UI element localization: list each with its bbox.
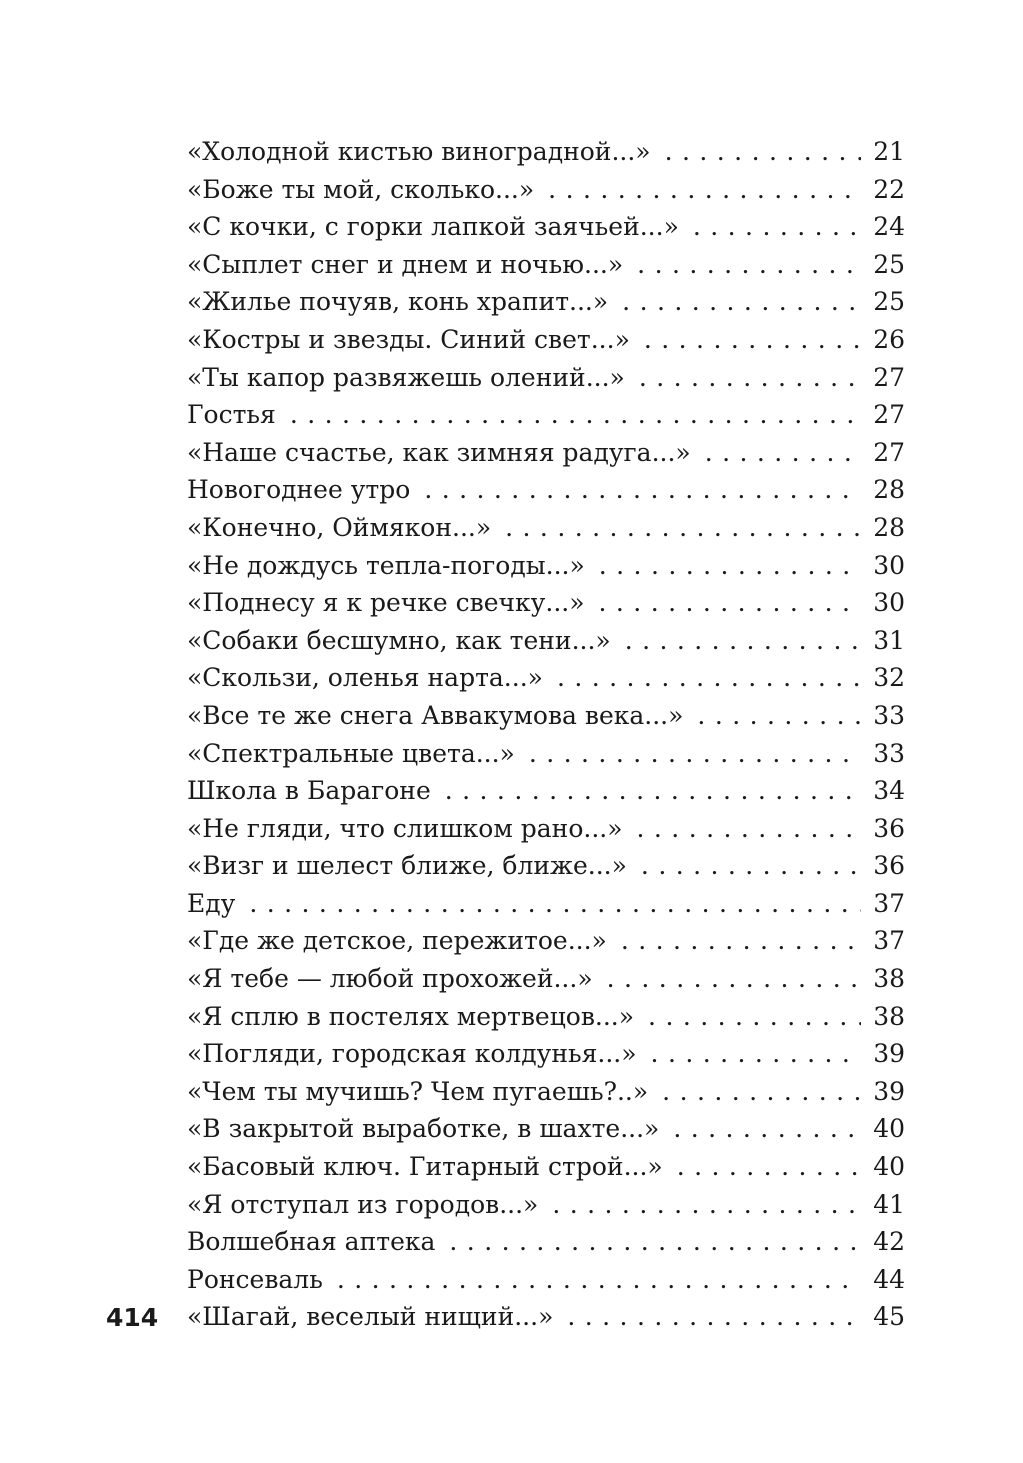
dot-leader bbox=[449, 1223, 861, 1261]
dot-leader bbox=[529, 735, 861, 773]
toc-entry bbox=[187, 471, 905, 509]
entry-page-number: 30 bbox=[873, 588, 905, 618]
entry-page-number: 34 bbox=[873, 776, 905, 806]
toc-entry bbox=[187, 208, 905, 246]
entry-page-number: 32 bbox=[873, 663, 905, 693]
toc-entry bbox=[187, 659, 905, 697]
entry-title: «Где же детское, пережитое...» bbox=[187, 926, 607, 956]
entry-title: «Ты капор развяжешь олений...» bbox=[187, 362, 625, 392]
toc-entry bbox=[187, 735, 905, 773]
dot-leader bbox=[557, 659, 861, 697]
table-of-contents bbox=[187, 133, 905, 1336]
entry-title: «Шагай, веселый нищий...» bbox=[187, 1302, 554, 1332]
entry-page-number: 27 bbox=[873, 437, 905, 467]
entry-page-number: 28 bbox=[873, 512, 905, 542]
entry-title: Волшебная аптека bbox=[187, 1227, 436, 1257]
entry-page-number: 37 bbox=[873, 888, 905, 918]
dot-leader bbox=[621, 922, 861, 960]
dot-leader bbox=[693, 208, 861, 246]
entry-page-number: 28 bbox=[873, 475, 905, 505]
toc-entry bbox=[187, 960, 905, 998]
entry-title: «Сыплет снег и днем и ночью...» bbox=[187, 249, 624, 279]
dot-leader bbox=[552, 1186, 861, 1224]
toc-entry bbox=[187, 847, 905, 885]
dot-leader bbox=[599, 547, 861, 585]
entry-title: Новогоднее утро bbox=[187, 475, 411, 505]
entry-page-number: 41 bbox=[873, 1189, 905, 1219]
entry-page-number: 22 bbox=[873, 174, 905, 204]
entry-page-number: 44 bbox=[873, 1264, 905, 1294]
toc-entry bbox=[187, 321, 905, 359]
entry-page-number: 21 bbox=[873, 137, 905, 166]
entry-title: «Все те же снега Аввакумова века...» bbox=[187, 700, 684, 730]
entry-title: «Спектральные цвета...» bbox=[187, 738, 515, 768]
dot-leader bbox=[337, 1261, 861, 1299]
entry-page-number: 39 bbox=[873, 1039, 905, 1069]
entry-title: «Не дождусь тепла-погоды...» bbox=[187, 550, 585, 580]
entry-page-number: 27 bbox=[873, 400, 905, 430]
dot-leader bbox=[290, 396, 861, 434]
dot-leader bbox=[665, 133, 862, 171]
toc-entry bbox=[187, 1261, 905, 1299]
entry-title: Ронсеваль bbox=[187, 1264, 323, 1294]
entry-title: «Конечно, Оймякон...» bbox=[187, 512, 492, 542]
dot-leader bbox=[673, 1110, 861, 1148]
dot-leader bbox=[677, 1148, 861, 1186]
entry-title: «Визг и шелест ближе, ближе...» bbox=[187, 851, 627, 881]
entry-page-number: 39 bbox=[873, 1076, 905, 1106]
toc-entry bbox=[187, 1223, 905, 1261]
entry-title: «Погляди, городская колдунья...» bbox=[187, 1039, 637, 1069]
toc-entry bbox=[187, 1073, 905, 1111]
toc-entry bbox=[187, 1298, 905, 1336]
toc-entry bbox=[187, 509, 905, 547]
entry-title: «Жилье почуяв, конь храпит...» bbox=[187, 287, 609, 317]
dot-leader bbox=[697, 697, 861, 735]
toc-entry bbox=[187, 283, 905, 321]
entry-page-number: 40 bbox=[873, 1152, 905, 1182]
entry-title: «Басовый ключ. Гитарный строй...» bbox=[187, 1152, 663, 1182]
dot-leader bbox=[548, 171, 861, 209]
toc-entry bbox=[187, 584, 905, 622]
entry-page-number: 24 bbox=[873, 212, 905, 242]
toc-entry bbox=[187, 1110, 905, 1148]
entry-page-number: 36 bbox=[873, 851, 905, 881]
dot-leader bbox=[445, 772, 861, 810]
dot-leader bbox=[639, 359, 861, 397]
entry-page-number: 42 bbox=[873, 1227, 905, 1257]
entry-page-number: 25 bbox=[873, 249, 905, 279]
toc-entry bbox=[187, 622, 905, 660]
dot-leader bbox=[505, 509, 861, 547]
toc-entry bbox=[187, 885, 905, 923]
toc-entry bbox=[187, 1035, 905, 1073]
entry-page-number: 27 bbox=[873, 362, 905, 392]
toc-entry bbox=[187, 547, 905, 585]
entry-page-number: 33 bbox=[873, 700, 905, 730]
entry-page-number: 30 bbox=[873, 550, 905, 580]
dot-leader bbox=[622, 283, 861, 321]
toc-entry bbox=[187, 396, 905, 434]
entry-title: «Холодной кистью виноградной...» bbox=[187, 137, 651, 166]
entry-page-number: 33 bbox=[873, 738, 905, 768]
entry-page-number: 38 bbox=[873, 964, 905, 994]
dot-leader bbox=[648, 998, 861, 1036]
entry-page-number: 31 bbox=[873, 625, 905, 655]
entry-page-number: 25 bbox=[873, 287, 905, 317]
entry-title: «Наше счастье, как зимняя радуга...» bbox=[187, 437, 691, 467]
dot-leader bbox=[637, 246, 861, 284]
entry-title: Еду bbox=[187, 888, 236, 918]
dot-leader bbox=[641, 847, 861, 885]
toc-entry bbox=[187, 1148, 905, 1186]
toc-entry bbox=[187, 434, 905, 472]
entry-page-number: 26 bbox=[873, 324, 905, 354]
entry-title: «В закрытой выработке, в шахте...» bbox=[187, 1114, 660, 1144]
entry-page-number: 40 bbox=[873, 1114, 905, 1144]
entry-title: «Я сплю в постелях мертвецов...» bbox=[187, 1001, 635, 1031]
dot-leader bbox=[249, 885, 861, 923]
toc-entry bbox=[187, 246, 905, 284]
entry-title: «Не гляди, что слишком рано...» bbox=[187, 813, 623, 843]
dot-leader bbox=[662, 1073, 861, 1111]
toc-entry bbox=[187, 998, 905, 1036]
entry-page-number: 36 bbox=[873, 813, 905, 843]
toc-entry bbox=[187, 171, 905, 209]
entry-page-number: 38 bbox=[873, 1001, 905, 1031]
toc-entry bbox=[187, 359, 905, 397]
toc-entry bbox=[187, 133, 905, 171]
dot-leader bbox=[625, 622, 861, 660]
dot-leader bbox=[567, 1298, 861, 1336]
entry-title: Школа в Барагоне bbox=[187, 776, 431, 806]
dot-leader bbox=[607, 960, 862, 998]
toc-entry bbox=[187, 697, 905, 735]
dot-leader bbox=[644, 321, 861, 359]
dot-leader bbox=[651, 1035, 862, 1073]
page-number: 414 bbox=[106, 1303, 159, 1332]
entry-title: «Чем ты мучишь? Чем пугаешь?..» bbox=[187, 1076, 649, 1106]
toc-entry bbox=[187, 772, 905, 810]
toc-entry bbox=[187, 922, 905, 960]
toc-entry bbox=[187, 1186, 905, 1224]
dot-leader bbox=[599, 584, 862, 622]
entry-title: «Собаки бесшумно, как тени...» bbox=[187, 625, 611, 655]
entry-title: «Боже ты мой, сколько...» bbox=[187, 174, 535, 204]
dot-leader bbox=[637, 810, 862, 848]
entry-title: «Я отступал из городов...» bbox=[187, 1189, 539, 1219]
entry-title: «С кочки, с горки лапкой заячьей...» bbox=[187, 212, 679, 242]
entry-title: «Скользи, оленья нарта...» bbox=[187, 663, 543, 693]
toc-entry bbox=[187, 810, 905, 848]
entry-page-number: 37 bbox=[873, 926, 905, 956]
dot-leader bbox=[424, 471, 861, 509]
dot-leader bbox=[705, 434, 861, 472]
entry-title: «Я тебе — любой прохожей...» bbox=[187, 964, 593, 994]
entry-title: «Поднесу я к речке свечку...» bbox=[187, 588, 585, 618]
entry-title: Гостья bbox=[187, 400, 276, 430]
entry-title: «Костры и звезды. Синий свет...» bbox=[187, 324, 630, 354]
entry-page-number: 45 bbox=[873, 1302, 905, 1332]
